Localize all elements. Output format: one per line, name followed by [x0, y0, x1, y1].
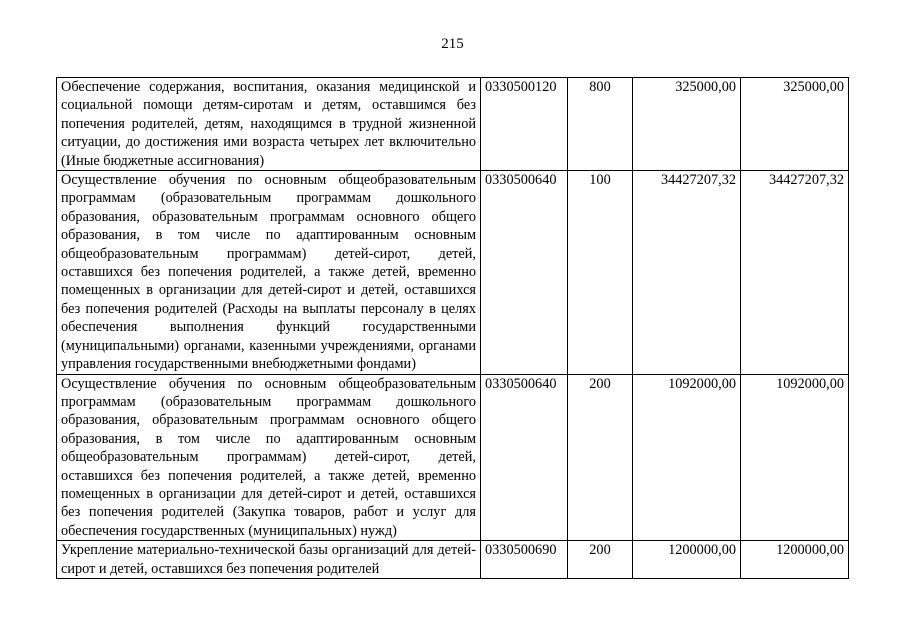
row-target-code: 0330500640 [481, 374, 568, 541]
row-description: Осуществление обучения по основным общеобразовательным программам (образовательным программам дошкольного образования, образовательным программам основного общего образования, в том числе по адаптированным основным общеобразовательным программам) детей-сирот, детей, оставшихся без попечения родителей, а также детей, временно помещенных в организации для детей-сирот и детей, оставшихся без попечения родителей (Закупка товаров, работ и услуг для обеспечения государственных (муниципальных) нужд) [57, 374, 481, 541]
row-description: Осуществление обучения по основным общеобразовательным программам (образовательным программам дошкольного образования, образовательным программам основного общего образования, в том числе по адаптированным основным общеобразовательным программам) детей-сирот, детей, оставшихся без попечения родителей, а также детей, временно помещенных в организации для детей-сирот и детей, оставшихся без попечения родителей (Расходы на выплаты персоналу в целях обеспечения выполнения функций государственными (муниципальными) органами, казенными учреждениями, органами управления государственными внебюджетными фондами) [57, 171, 481, 374]
row-target-code: 0330500640 [481, 171, 568, 374]
budget-table [56, 77, 849, 579]
row-sum-second: 1092000,00 [741, 374, 849, 541]
table-row [57, 78, 849, 171]
row-sum-second: 325000,00 [741, 78, 849, 171]
row-expense-type: 100 [568, 171, 633, 374]
page-cut-off [0, 581, 905, 640]
row-expense-type: 800 [568, 78, 633, 171]
row-sum-first: 34427207,32 [633, 171, 741, 374]
page-number: 215 [441, 36, 464, 52]
row-target-code: 0330500120 [481, 78, 568, 171]
row-sum-first: 325000,00 [633, 78, 741, 171]
row-description: Укрепление материально-технической базы организаций для детей-сирот и детей, оставшихся без попечения родителей [57, 541, 481, 579]
row-expense-type: 200 [568, 541, 633, 579]
row-expense-type: 200 [568, 374, 633, 541]
table-row [57, 541, 849, 579]
row-description: Обеспечение содержания, воспитания, оказания медицинской и социальной помощи детям-сиротам и детям, оставшимся без попечения родителей, детям, находящимся в трудной жизненной ситуации, до достижения ими возраста четырех лет включительно (Иные бюджетные ассигнования) [57, 78, 481, 171]
row-sum-first: 1092000,00 [633, 374, 741, 541]
table-row [57, 171, 849, 374]
row-sum-first: 1200000,00 [633, 541, 741, 579]
row-target-code: 0330500690 [481, 541, 568, 579]
table-row [57, 374, 849, 541]
row-sum-second: 1200000,00 [741, 541, 849, 579]
row-sum-second: 34427207,32 [741, 171, 849, 374]
